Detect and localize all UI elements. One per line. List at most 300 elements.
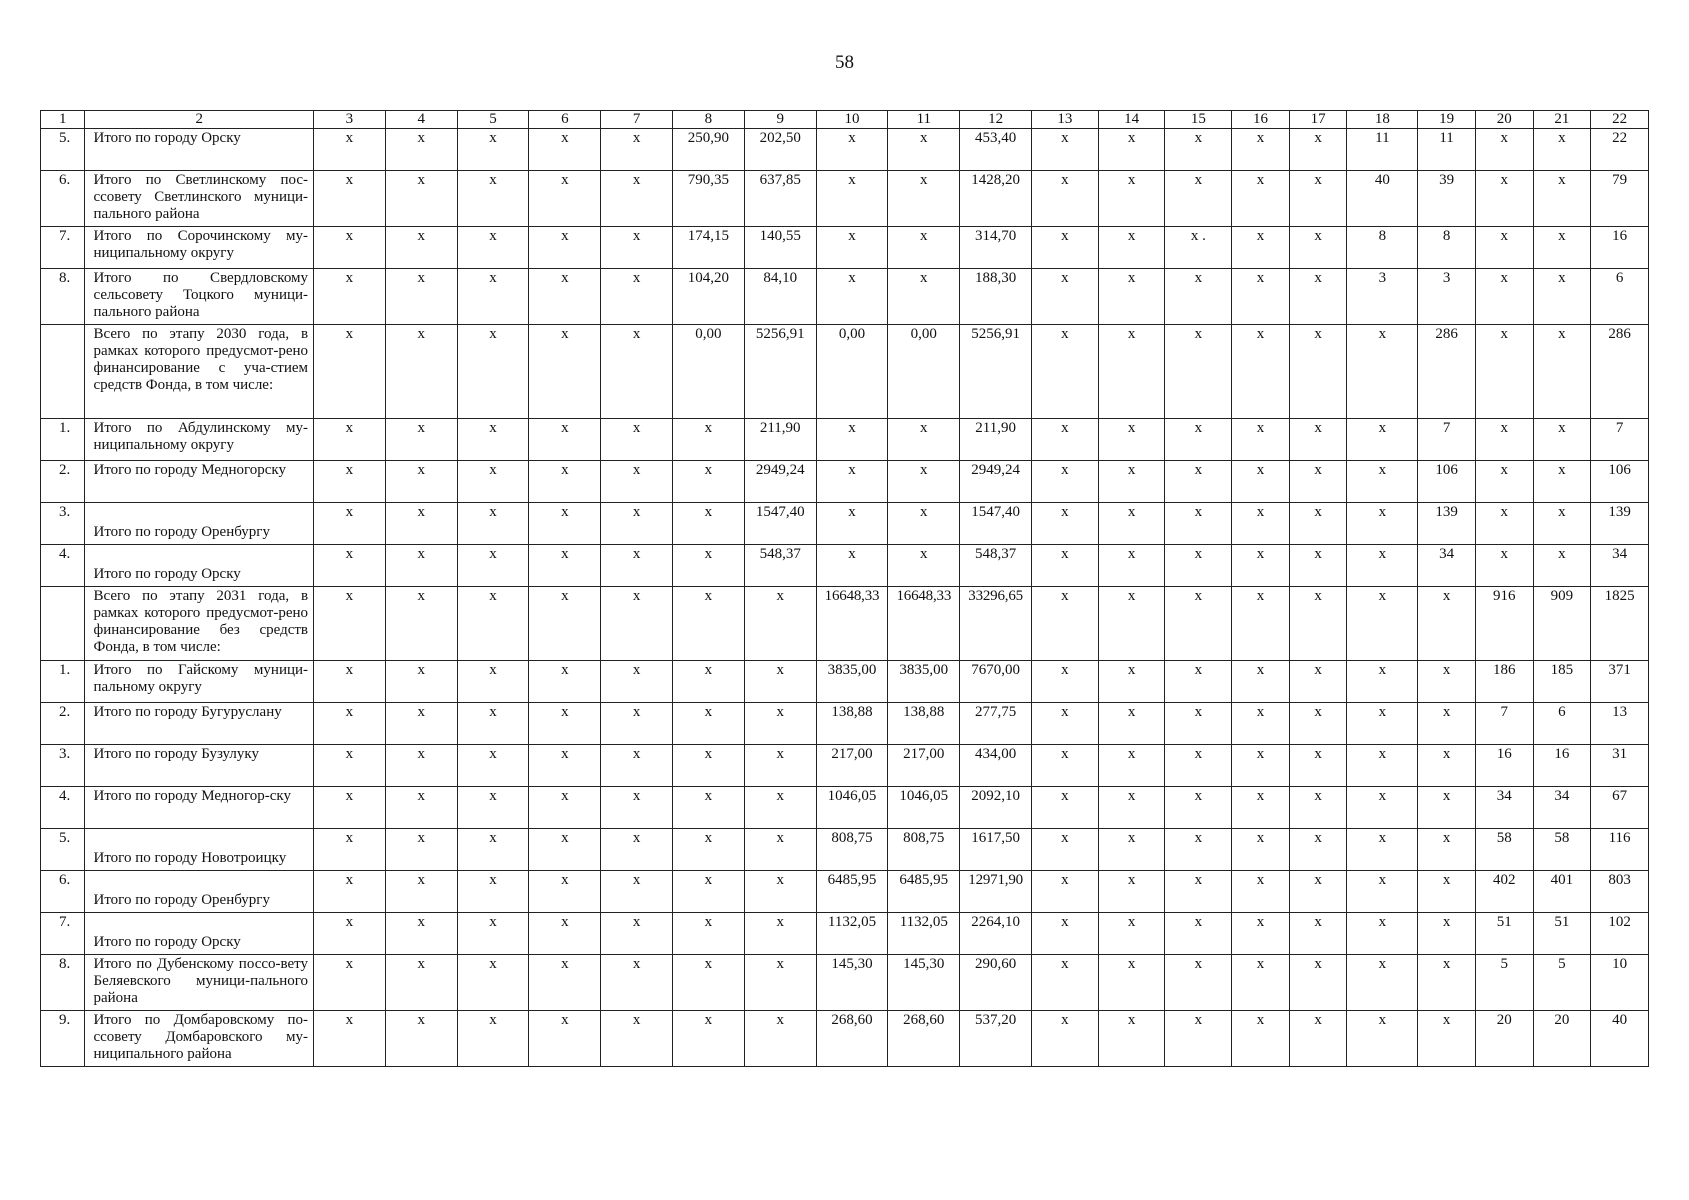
table-row — [41, 325, 1649, 419]
table-cell-col-6: x — [529, 871, 601, 913]
table-cell-col-12: 1428,20 — [960, 171, 1032, 227]
table-cell-col-15: x — [1165, 745, 1232, 787]
table-row — [41, 703, 1649, 745]
column-number-14: 14 — [1098, 111, 1165, 129]
table-cell-col-16: x — [1232, 129, 1290, 171]
row-name: Итого по городу Оренбургу — [85, 503, 314, 545]
table-cell-col-5: x — [457, 545, 529, 587]
column-number-20: 20 — [1475, 111, 1533, 129]
table-cell-col-15: x — [1165, 129, 1232, 171]
table-cell-col-21: 909 — [1533, 587, 1591, 661]
table-row — [41, 661, 1649, 703]
table-cell-col-3: x — [314, 227, 386, 269]
table-cell-col-20: 20 — [1475, 1011, 1533, 1067]
table-cell-col-4: x — [385, 787, 457, 829]
table-cell-col-14: x — [1098, 171, 1165, 227]
table-cell-col-9: 202,50 — [744, 129, 816, 171]
table-cell-col-19: x — [1418, 745, 1476, 787]
table-cell-col-9: 637,85 — [744, 171, 816, 227]
table-cell-col-20: x — [1475, 503, 1533, 545]
table-cell-col-17: x — [1289, 829, 1347, 871]
column-number-2: 2 — [85, 111, 314, 129]
table-cell-col-15: x — [1165, 461, 1232, 503]
table-cell-col-10: x — [816, 227, 888, 269]
table-cell-col-9: x — [744, 703, 816, 745]
table-cell-col-4: x — [385, 325, 457, 419]
table-cell-col-18: x — [1347, 419, 1418, 461]
table-cell-col-20: x — [1475, 325, 1533, 419]
table-cell-col-18: x — [1347, 871, 1418, 913]
row-number: 7. — [41, 227, 85, 269]
table-cell-col-12: 2949,24 — [960, 461, 1032, 503]
table-cell-col-19: 39 — [1418, 171, 1476, 227]
table-cell-col-7: x — [601, 461, 673, 503]
table-cell-col-17: x — [1289, 503, 1347, 545]
table-cell-col-8: 104,20 — [673, 269, 745, 325]
table-cell-col-18: x — [1347, 503, 1418, 545]
table-cell-col-9: 5256,91 — [744, 325, 816, 419]
table-cell-col-9: 140,55 — [744, 227, 816, 269]
table-cell-col-5: x — [457, 871, 529, 913]
table-cell-col-20: x — [1475, 171, 1533, 227]
table-cell-col-18: x — [1347, 587, 1418, 661]
table-cell-col-7: x — [601, 703, 673, 745]
table-cell-col-15: x — [1165, 171, 1232, 227]
table-cell-col-11: 1132,05 — [888, 913, 960, 955]
table-cell-col-17: x — [1289, 871, 1347, 913]
table-cell-col-5: x — [457, 829, 529, 871]
table-cell-col-5: x — [457, 745, 529, 787]
table-cell-col-8: x — [673, 419, 745, 461]
table-cell-col-21: x — [1533, 419, 1591, 461]
column-number-12: 12 — [960, 111, 1032, 129]
table-cell-col-8: x — [673, 871, 745, 913]
table-cell-col-9: x — [744, 745, 816, 787]
row-number: 7. — [41, 913, 85, 955]
table-cell-col-13: x — [1032, 503, 1099, 545]
table-cell-col-16: x — [1232, 745, 1290, 787]
table-row — [41, 171, 1649, 227]
table-cell-col-21: 185 — [1533, 661, 1591, 703]
table-cell-col-20: 51 — [1475, 913, 1533, 955]
table-body — [41, 129, 1649, 1067]
table-cell-col-21: x — [1533, 171, 1591, 227]
table-row — [41, 269, 1649, 325]
table-cell-col-9: 84,10 — [744, 269, 816, 325]
table-cell-col-14: x — [1098, 503, 1165, 545]
row-number: 3. — [41, 503, 85, 545]
row-number: 6. — [41, 171, 85, 227]
column-number-5: 5 — [457, 111, 529, 129]
table-cell-col-13: x — [1032, 871, 1099, 913]
table-cell-col-12: 7670,00 — [960, 661, 1032, 703]
table-cell-col-14: x — [1098, 461, 1165, 503]
table-cell-col-6: x — [529, 829, 601, 871]
row-name: Итого по городу Бузулуку — [85, 745, 314, 787]
table-cell-col-13: x — [1032, 461, 1099, 503]
table-cell-col-21: x — [1533, 269, 1591, 325]
table-cell-col-4: x — [385, 461, 457, 503]
table-cell-col-10: 1132,05 — [816, 913, 888, 955]
table-cell-col-7: x — [601, 587, 673, 661]
table-cell-col-19: x — [1418, 587, 1476, 661]
table-cell-col-8: x — [673, 461, 745, 503]
row-number: 1. — [41, 661, 85, 703]
table-cell-col-21: x — [1533, 325, 1591, 419]
table-cell-col-10: 16648,33 — [816, 587, 888, 661]
table-cell-col-22: 1825 — [1591, 587, 1649, 661]
table-cell-col-13: x — [1032, 913, 1099, 955]
page-number: 58 — [835, 52, 854, 73]
table-cell-col-11: 145,30 — [888, 955, 960, 1011]
table-cell-col-22: 31 — [1591, 745, 1649, 787]
table-cell-col-8: x — [673, 587, 745, 661]
table-cell-col-4: x — [385, 661, 457, 703]
table-cell-col-17: x — [1289, 545, 1347, 587]
table-cell-col-12: 2264,10 — [960, 913, 1032, 955]
table-cell-col-8: 0,00 — [673, 325, 745, 419]
row-name: Итого по городу Орску — [85, 545, 314, 587]
table-cell-col-8: x — [673, 955, 745, 1011]
table-cell-col-21: 16 — [1533, 745, 1591, 787]
table-cell-col-19: x — [1418, 955, 1476, 1011]
table-cell-col-15: x — [1165, 955, 1232, 1011]
table-cell-col-8: 790,35 — [673, 171, 745, 227]
table-cell-col-16: x — [1232, 419, 1290, 461]
table-cell-col-5: x — [457, 913, 529, 955]
table-cell-col-18: 40 — [1347, 171, 1418, 227]
table-row — [41, 129, 1649, 171]
table-cell-col-15: x — [1165, 787, 1232, 829]
row-number: 2. — [41, 461, 85, 503]
row-number: 1. — [41, 419, 85, 461]
table-cell-col-13: x — [1032, 545, 1099, 587]
table-cell-col-13: x — [1032, 171, 1099, 227]
table-cell-col-5: x — [457, 955, 529, 1011]
table-cell-col-9: 1547,40 — [744, 503, 816, 545]
table-cell-col-20: 7 — [1475, 703, 1533, 745]
table-cell-col-22: 106 — [1591, 461, 1649, 503]
table-cell-col-8: x — [673, 661, 745, 703]
table-cell-col-16: x — [1232, 829, 1290, 871]
table-cell-col-6: x — [529, 227, 601, 269]
table-cell-col-5: x — [457, 129, 529, 171]
column-number-6: 6 — [529, 111, 601, 129]
table-cell-col-4: x — [385, 545, 457, 587]
table-cell-col-19: x — [1418, 871, 1476, 913]
table-cell-col-12: 434,00 — [960, 745, 1032, 787]
table-cell-col-11: 0,00 — [888, 325, 960, 419]
table-cell-col-11: 1046,05 — [888, 787, 960, 829]
table-cell-col-19: x — [1418, 913, 1476, 955]
table-cell-col-22: 22 — [1591, 129, 1649, 171]
table-cell-col-20: x — [1475, 419, 1533, 461]
table-cell-col-9: x — [744, 871, 816, 913]
table-cell-col-3: x — [314, 171, 386, 227]
table-cell-col-9: 211,90 — [744, 419, 816, 461]
table-cell-col-19: x — [1418, 787, 1476, 829]
table-cell-col-4: x — [385, 871, 457, 913]
table-cell-col-21: x — [1533, 461, 1591, 503]
table-cell-col-9: x — [744, 1011, 816, 1067]
row-number: 4. — [41, 545, 85, 587]
table-cell-col-20: x — [1475, 545, 1533, 587]
table-row — [41, 587, 1649, 661]
table-cell-col-20: 16 — [1475, 745, 1533, 787]
table-row — [41, 787, 1649, 829]
table-cell-col-14: x — [1098, 955, 1165, 1011]
row-name: Всего по этапу 2031 года, в рамках которого предусмот-рено финансирование без средств Фонда, в том числе: — [85, 587, 314, 661]
table-cell-col-7: x — [601, 503, 673, 545]
table-cell-col-7: x — [601, 419, 673, 461]
row-number — [41, 587, 85, 661]
table-cell-col-10: x — [816, 129, 888, 171]
column-number-7: 7 — [601, 111, 673, 129]
table-cell-col-4: x — [385, 419, 457, 461]
table-cell-col-4: x — [385, 129, 457, 171]
table-cell-col-3: x — [314, 913, 386, 955]
table-cell-col-12: 2092,10 — [960, 787, 1032, 829]
table-cell-col-5: x — [457, 1011, 529, 1067]
table-cell-col-10: x — [816, 171, 888, 227]
table-cell-col-22: 286 — [1591, 325, 1649, 419]
row-name: Итого по Дубенскому поссо-вету Беляевского муници-пального района — [85, 955, 314, 1011]
table-cell-col-17: x — [1289, 703, 1347, 745]
table-cell-col-13: x — [1032, 227, 1099, 269]
table-row — [41, 419, 1649, 461]
table-row — [41, 745, 1649, 787]
row-name: Итого по Свердловскому сельсовету Тоцкого муници-пального района — [85, 269, 314, 325]
table-cell-col-7: x — [601, 829, 673, 871]
row-name: Итого по городу Медногорску — [85, 461, 314, 503]
table-cell-col-6: x — [529, 787, 601, 829]
table-row — [41, 503, 1649, 545]
table-cell-col-14: x — [1098, 269, 1165, 325]
column-number-8: 8 — [673, 111, 745, 129]
table-cell-col-21: 401 — [1533, 871, 1591, 913]
table-cell-col-6: x — [529, 129, 601, 171]
table-cell-col-3: x — [314, 745, 386, 787]
table-cell-col-13: x — [1032, 1011, 1099, 1067]
table-cell-col-20: x — [1475, 461, 1533, 503]
row-number: 3. — [41, 745, 85, 787]
row-number: 8. — [41, 269, 85, 325]
table-cell-col-19: 7 — [1418, 419, 1476, 461]
table-cell-col-18: x — [1347, 913, 1418, 955]
table-cell-col-11: x — [888, 171, 960, 227]
table-cell-col-4: x — [385, 171, 457, 227]
table-cell-col-13: x — [1032, 269, 1099, 325]
table-row — [41, 955, 1649, 1011]
table-cell-col-4: x — [385, 955, 457, 1011]
table-cell-col-3: x — [314, 325, 386, 419]
table-cell-col-21: 58 — [1533, 829, 1591, 871]
row-name: Итого по Светлинскому пос-ссовету Светлинского муници-пального района — [85, 171, 314, 227]
table-cell-col-10: 268,60 — [816, 1011, 888, 1067]
table-cell-col-18: 3 — [1347, 269, 1418, 325]
table-cell-col-17: x — [1289, 745, 1347, 787]
table-cell-col-16: x — [1232, 1011, 1290, 1067]
table-cell-col-12: 453,40 — [960, 129, 1032, 171]
column-number-15: 15 — [1165, 111, 1232, 129]
table-cell-col-7: x — [601, 1011, 673, 1067]
table-cell-col-16: x — [1232, 461, 1290, 503]
table-cell-col-18: x — [1347, 829, 1418, 871]
table-cell-col-5: x — [457, 661, 529, 703]
table-cell-col-16: x — [1232, 503, 1290, 545]
row-number: 5. — [41, 129, 85, 171]
table-cell-col-5: x — [457, 419, 529, 461]
table-cell-col-3: x — [314, 419, 386, 461]
table-cell-col-22: 803 — [1591, 871, 1649, 913]
table-cell-col-20: 34 — [1475, 787, 1533, 829]
table-cell-col-3: x — [314, 545, 386, 587]
table-cell-col-22: 371 — [1591, 661, 1649, 703]
table-cell-col-13: x — [1032, 829, 1099, 871]
table-cell-col-7: x — [601, 745, 673, 787]
table-cell-col-4: x — [385, 1011, 457, 1067]
table-cell-col-18: x — [1347, 955, 1418, 1011]
table-cell-col-20: 5 — [1475, 955, 1533, 1011]
table-cell-col-11: x — [888, 419, 960, 461]
table-cell-col-13: x — [1032, 661, 1099, 703]
table-cell-col-18: x — [1347, 703, 1418, 745]
table-cell-col-3: x — [314, 871, 386, 913]
table-cell-col-12: 188,30 — [960, 269, 1032, 325]
table-cell-col-21: 5 — [1533, 955, 1591, 1011]
table-cell-col-10: 3835,00 — [816, 661, 888, 703]
table-cell-col-6: x — [529, 545, 601, 587]
table-cell-col-10: x — [816, 503, 888, 545]
table-cell-col-20: 58 — [1475, 829, 1533, 871]
table-cell-col-19: 3 — [1418, 269, 1476, 325]
column-number-16: 16 — [1232, 111, 1290, 129]
row-name: Итого по Абдулинскому му-ниципальному округу — [85, 419, 314, 461]
table-cell-col-17: x — [1289, 661, 1347, 703]
table-cell-col-15: x — [1165, 829, 1232, 871]
table-cell-col-5: x — [457, 227, 529, 269]
table-cell-col-15: x — [1165, 419, 1232, 461]
table-cell-col-11: x — [888, 461, 960, 503]
table-cell-col-18: x — [1347, 787, 1418, 829]
table-cell-col-16: x — [1232, 171, 1290, 227]
table-cell-col-6: x — [529, 661, 601, 703]
table-cell-col-15: x — [1165, 871, 1232, 913]
table-cell-col-14: x — [1098, 419, 1165, 461]
table-cell-col-11: 217,00 — [888, 745, 960, 787]
table-cell-col-3: x — [314, 503, 386, 545]
table-cell-col-14: x — [1098, 829, 1165, 871]
table-cell-col-8: x — [673, 913, 745, 955]
table-cell-col-16: x — [1232, 955, 1290, 1011]
table-cell-col-4: x — [385, 913, 457, 955]
table-cell-col-12: 12971,90 — [960, 871, 1032, 913]
row-name: Итого по городу Новотроицку — [85, 829, 314, 871]
table-cell-col-22: 16 — [1591, 227, 1649, 269]
table-cell-col-9: x — [744, 829, 816, 871]
table-cell-col-14: x — [1098, 787, 1165, 829]
row-number: 5. — [41, 829, 85, 871]
table-cell-col-15: x . — [1165, 227, 1232, 269]
table-cell-col-12: 33296,65 — [960, 587, 1032, 661]
table-cell-col-17: x — [1289, 913, 1347, 955]
table-cell-col-19: 106 — [1418, 461, 1476, 503]
table-cell-col-16: x — [1232, 871, 1290, 913]
table-cell-col-15: x — [1165, 503, 1232, 545]
table-cell-col-7: x — [601, 545, 673, 587]
table-cell-col-15: x — [1165, 545, 1232, 587]
table-cell-col-17: x — [1289, 325, 1347, 419]
table-cell-col-9: x — [744, 955, 816, 1011]
table-cell-col-3: x — [314, 129, 386, 171]
table-cell-col-6: x — [529, 587, 601, 661]
table-cell-col-14: x — [1098, 703, 1165, 745]
table-cell-col-11: 3835,00 — [888, 661, 960, 703]
table-cell-col-3: x — [314, 829, 386, 871]
table-cell-col-7: x — [601, 171, 673, 227]
table-row — [41, 1011, 1649, 1067]
table-cell-col-19: x — [1418, 829, 1476, 871]
table-cell-col-8: x — [673, 745, 745, 787]
column-number-21: 21 — [1533, 111, 1591, 129]
table-cell-col-7: x — [601, 661, 673, 703]
table-cell-col-14: x — [1098, 227, 1165, 269]
row-name: Итого по Гайскому муници-пальному округу — [85, 661, 314, 703]
table-row — [41, 227, 1649, 269]
table-cell-col-14: x — [1098, 129, 1165, 171]
table-cell-col-15: x — [1165, 587, 1232, 661]
table-cell-col-10: x — [816, 461, 888, 503]
table-cell-col-8: x — [673, 545, 745, 587]
table-cell-col-3: x — [314, 703, 386, 745]
table-cell-col-12: 1547,40 — [960, 503, 1032, 545]
row-number: 4. — [41, 787, 85, 829]
table-cell-col-17: x — [1289, 129, 1347, 171]
table-cell-col-19: 34 — [1418, 545, 1476, 587]
table-cell-col-17: x — [1289, 1011, 1347, 1067]
table-cell-col-10: x — [816, 419, 888, 461]
table-cell-col-9: x — [744, 913, 816, 955]
table-cell-col-13: x — [1032, 129, 1099, 171]
table-row — [41, 829, 1649, 871]
table-cell-col-10: 145,30 — [816, 955, 888, 1011]
table-cell-col-17: x — [1289, 419, 1347, 461]
table-cell-col-7: x — [601, 787, 673, 829]
table-cell-col-17: x — [1289, 955, 1347, 1011]
table-cell-col-5: x — [457, 587, 529, 661]
table-cell-col-18: x — [1347, 1011, 1418, 1067]
row-name: Итого по городу Бугуруслану — [85, 703, 314, 745]
table-cell-col-6: x — [529, 419, 601, 461]
table-cell-col-20: x — [1475, 227, 1533, 269]
table-cell-col-6: x — [529, 269, 601, 325]
column-number-4: 4 — [385, 111, 457, 129]
table-cell-col-16: x — [1232, 587, 1290, 661]
column-number-10: 10 — [816, 111, 888, 129]
table-cell-col-17: x — [1289, 587, 1347, 661]
table-cell-col-13: x — [1032, 745, 1099, 787]
table-cell-col-11: x — [888, 227, 960, 269]
table-cell-col-19: 11 — [1418, 129, 1476, 171]
table-cell-col-9: x — [744, 787, 816, 829]
table-cell-col-5: x — [457, 461, 529, 503]
row-name: Итого по городу Медногор-ску — [85, 787, 314, 829]
table-cell-col-12: 211,90 — [960, 419, 1032, 461]
table-cell-col-7: x — [601, 227, 673, 269]
table-cell-col-16: x — [1232, 269, 1290, 325]
table-cell-col-15: x — [1165, 325, 1232, 419]
table-cell-col-10: 808,75 — [816, 829, 888, 871]
